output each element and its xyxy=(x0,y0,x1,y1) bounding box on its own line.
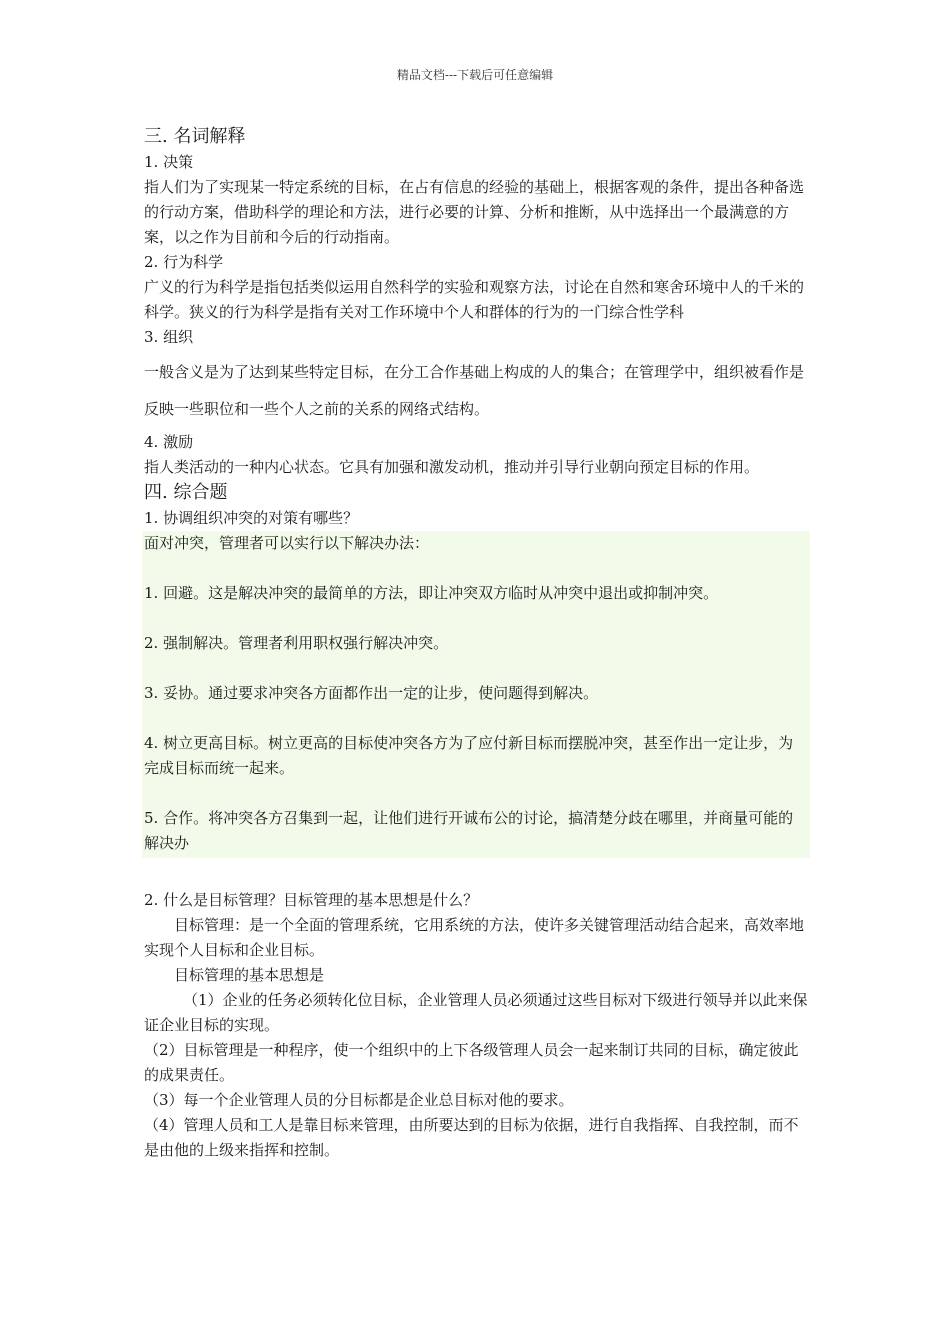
list-item: 1. 回避。这是解决冲突的最简单的方法，即让冲突双方临时从冲突中退出或抑制冲突。 xyxy=(144,584,719,602)
page-header: 精品文档---下载后可任意编辑 xyxy=(396,68,554,82)
list-item: 5. 合作。将冲突各方召集到一起，让他们进行开诚布公的讨论，搞清楚分歧在哪里，并商量可能的解决办 xyxy=(144,809,794,852)
question-2-basic-idea-heading: 目标管理的基本思想是 xyxy=(174,966,325,984)
question-2-title: 2. 什么是目标管理？目标管理的基本思想是什么？ xyxy=(144,891,479,909)
term-4-definition: 指人类活动的一种内心状态。它具有加强和激发动机，推动并引导行业朝向预定目标的作用。 xyxy=(144,458,760,476)
section-3-title: 三. 名词解释 xyxy=(144,126,246,147)
list-item: （4）管理人员和工人是靠目标来管理，由所要达到的目标为依据，进行自我指挥、自我控制，而不是由他的上级来指挥和控制。 xyxy=(144,1116,799,1159)
term-2-definition: 广义的行为科学是指包括类似运用自然科学的实验和观察方法，讨论在自然和寒舍环境中人的千米的科学。狭义的行为科学是指有关对工作环境中个人和群体的行为的一门综合性学科 xyxy=(144,278,805,321)
term-2-title: 2. 行为科学 xyxy=(144,253,224,271)
term-1-definition: 指人们为了实现某一特定系统的目标，在占有信息的经验的基础上，根据客观的条件，提出各种备选的行动方案，借助科学的理论和方法，进行必要的计算、分析和推断，从中选择出一个最满意的方案，以之作为目前和今后的行动指南。 xyxy=(144,178,805,246)
list-item: 2. 强制解决。管理者利用职权强行解决冲突。 xyxy=(144,634,449,652)
question-2-definition: 目标管理：是一个全面的管理系统，它用系统的方法，使许多关键管理活动结合起来，高效率地实现个人目标和企业目标。 xyxy=(144,916,805,959)
list-item: （3）每一个企业管理人员的分目标都是企业总目标对他的要求。 xyxy=(144,1091,574,1109)
question-1-answer-block xyxy=(142,531,810,858)
term-1-title: 1. 决策 xyxy=(144,153,194,171)
section-4-title: 四. 综合题 xyxy=(144,482,228,503)
term-3-definition: 一般含义是为了达到某些特定目标，在分工合作基础上构成的人的集合；在管理学中，组织被看作是反映一些职位和一些个人之前的关系的网络式结构。 xyxy=(144,363,805,418)
question-1-title: 1. 协调组织冲突的对策有哪些？ xyxy=(144,509,359,527)
list-item: 3. 妥协。通过要求冲突各方面都作出一定的让步，使问题得到解决。 xyxy=(144,684,599,702)
list-item: （1）企业的任务必须转化位目标，企业管理人员必须通过这些目标对下级进行领导并以此来保证企业目标的实现。 xyxy=(144,991,808,1034)
list-item: 4. 树立更高目标。树立更高的目标使冲突各方为了应付新目标而摆脱冲突，甚至作出一定让步，为完成目标而统一起来。 xyxy=(144,734,794,777)
question-1-intro: 面对冲突，管理者可以实行以下解决办法： xyxy=(144,534,430,552)
list-item: （2）目标管理是一种程序，使一个组织中的上下各级管理人员会一起来制订共同的目标，确定彼此的成果责任。 xyxy=(144,1041,799,1084)
document-body xyxy=(144,124,808,1163)
term-4-title: 4. 激励 xyxy=(144,433,194,451)
term-3-title: 3. 组织 xyxy=(144,328,194,346)
